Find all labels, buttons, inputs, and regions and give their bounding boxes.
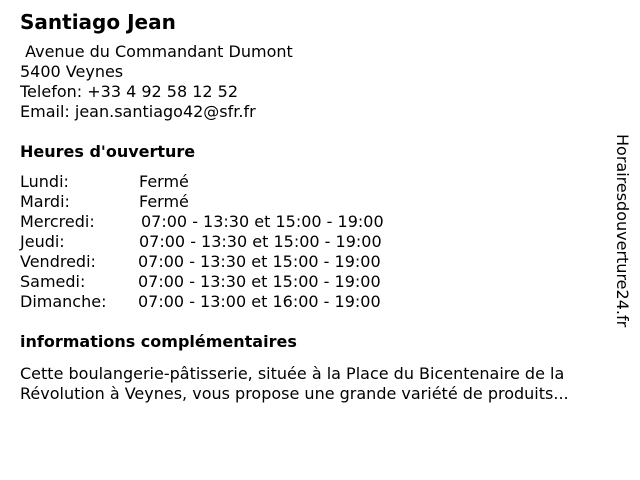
hours-day: Mercredi: <box>20 212 95 231</box>
info-line-1: Cette boulangerie-pâtisserie, située à la Place du Bicentenaire de la <box>20 364 565 383</box>
hours-time: 07:00 - 13:30 et 15:00 - 19:00 <box>139 232 382 251</box>
hours-time: 07:00 - 13:00 et 16:00 - 19:00 <box>138 292 381 311</box>
hours-time: 07:00 - 13:30 et 15:00 - 19:00 <box>138 272 381 291</box>
hours-row-wednesday <box>20 212 615 232</box>
hours-row-saturday <box>20 272 615 292</box>
hours-day: Mardi: <box>20 192 70 211</box>
hours-time: Fermé <box>139 172 189 191</box>
email-address: Email: jean.santiago42@sfr.fr <box>20 102 256 121</box>
phone-number: Telefon: +33 4 92 58 12 52 <box>20 82 239 101</box>
hours-time: Fermé <box>139 192 189 211</box>
business-name: Santiago Jean <box>20 10 176 34</box>
hours-day: Lundi: <box>20 172 69 191</box>
address-city: 5400 Veynes <box>20 62 124 81</box>
hours-row-monday <box>20 172 615 192</box>
info-description <box>20 364 615 404</box>
hours-row-tuesday <box>20 192 615 212</box>
hours-day: Jeudi: <box>20 232 65 251</box>
hours-row-sunday <box>20 292 615 312</box>
address-street: Avenue du Commandant Dumont <box>20 42 293 61</box>
contact-block <box>20 42 615 122</box>
hours-row-thursday <box>20 232 615 252</box>
hours-day: Dimanche: <box>20 292 107 311</box>
hours-time: 07:00 - 13:30 et 15:00 - 19:00 <box>141 212 384 231</box>
hours-row-friday <box>20 252 615 272</box>
hours-day: Vendredi: <box>20 252 96 271</box>
hours-heading: Heures d'ouverture <box>20 142 196 161</box>
info-heading: informations complémentaires <box>20 332 297 351</box>
hours-table <box>20 172 615 312</box>
hours-day: Samedi: <box>20 272 86 291</box>
business-card <box>20 8 615 404</box>
info-line-2: Révolution à Veynes, vous propose une grande variété de produits... <box>20 384 569 403</box>
brand-watermark-link[interactable]: Horairesdouverture24.fr <box>613 134 632 328</box>
hours-time: 07:00 - 13:30 et 15:00 - 19:00 <box>138 252 381 271</box>
